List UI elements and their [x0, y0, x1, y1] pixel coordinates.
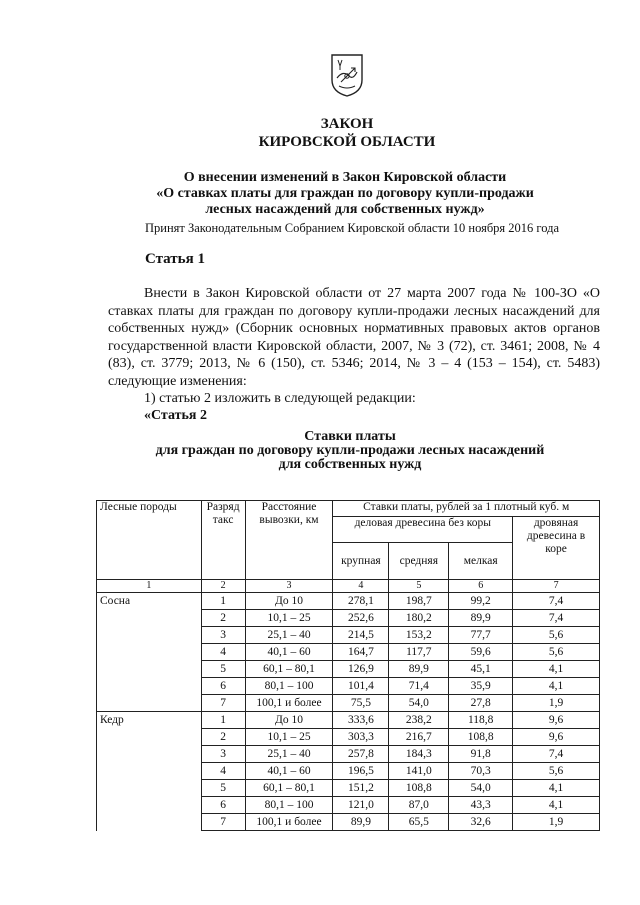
header-business-wood: деловая древесина без коры: [333, 517, 513, 543]
species-cell: [97, 814, 202, 831]
medium-rate-cell: 153,2: [389, 627, 449, 644]
column-number: 6: [449, 580, 513, 593]
table-row: [97, 661, 600, 678]
header-distance: Расстояние вывозки, км: [245, 501, 333, 580]
table-row: [97, 695, 600, 712]
large-rate-cell: 252,6: [333, 610, 389, 627]
grade-cell: 2: [201, 610, 245, 627]
species-cell: [97, 627, 202, 644]
small-rate-cell: 91,8: [449, 746, 513, 763]
firewood-rate-cell: 9,6: [513, 712, 600, 729]
article-body-text: Внести в Закон Кировской области от 27 марта 2007 года № 100-ЗО «О ставках платы для граждан по договору купли-продажи лесных насаждений для собственных нужд» (Сборник основных нормативных правовых актов органов государственной власти Кировской области, 2007, № 3 (72), ст. 3461; 2008, № 4 (83), ст. 3779; 2013, № 6 (150), ст. 5346; 2014, № 3 – 4 (153 – 154), ст. 5483) следующие изменения:: [108, 286, 600, 389]
small-rate-cell: 32,6: [449, 814, 513, 831]
medium-rate-cell: 117,7: [389, 644, 449, 661]
small-rate-cell: 35,9: [449, 678, 513, 695]
amendment-item-1: 1) статью 2 изложить в следующей редакции:: [144, 391, 416, 406]
small-rate-cell: 108,8: [449, 729, 513, 746]
firewood-rate-cell: 7,4: [513, 746, 600, 763]
table-title-line2: для граждан по договору купли-продажи лесных насаждений: [155, 443, 545, 458]
small-rate-cell: 99,2: [449, 593, 513, 610]
distance-cell: До 10: [245, 593, 333, 610]
species-cell: [97, 695, 202, 712]
law-title-line1: ЗАКОН: [320, 116, 374, 132]
header-grade: Разряд такс: [201, 501, 245, 580]
table-row: [97, 814, 600, 831]
species-cell: [97, 678, 202, 695]
small-rate-cell: 70,3: [449, 763, 513, 780]
distance-cell: 25,1 – 40: [245, 746, 333, 763]
header-large: крупная: [333, 543, 389, 580]
grade-cell: 1: [201, 593, 245, 610]
header-species: Лесные породы: [97, 501, 202, 580]
large-rate-cell: 278,1: [333, 593, 389, 610]
table-row: [97, 678, 600, 695]
large-rate-cell: 121,0: [333, 797, 389, 814]
column-number: 7: [513, 580, 600, 593]
medium-rate-cell: 198,7: [389, 593, 449, 610]
table-row: [97, 593, 600, 610]
grade-cell: 5: [201, 780, 245, 797]
table-row: [97, 763, 600, 780]
large-rate-cell: 333,6: [333, 712, 389, 729]
small-rate-cell: 89,9: [449, 610, 513, 627]
species-cell: [97, 746, 202, 763]
large-rate-cell: 196,5: [333, 763, 389, 780]
table-row: [97, 780, 600, 797]
table-row: [97, 712, 600, 729]
grade-cell: 6: [201, 678, 245, 695]
article-heading: Статья 1: [145, 251, 205, 267]
firewood-rate-cell: 4,1: [513, 678, 600, 695]
distance-cell: 100,1 и более: [245, 814, 333, 831]
grade-cell: 4: [201, 644, 245, 661]
table-title-line1: Ставки платы: [304, 429, 396, 444]
medium-rate-cell: 238,2: [389, 712, 449, 729]
firewood-rate-cell: 5,6: [513, 644, 600, 661]
species-cell: [97, 763, 202, 780]
distance-cell: 100,1 и более: [245, 695, 333, 712]
grade-cell: 1: [201, 712, 245, 729]
species-cell: [97, 797, 202, 814]
distance-cell: 10,1 – 25: [245, 610, 333, 627]
table-title-line3: для собственных нужд: [278, 457, 422, 472]
firewood-rate-cell: 5,6: [513, 627, 600, 644]
subtitle-line1: О внесении изменений в Закон Кировской области: [183, 170, 507, 185]
distance-cell: 60,1 – 80,1: [245, 661, 333, 678]
species-cell: [97, 661, 202, 678]
grade-cell: 6: [201, 797, 245, 814]
medium-rate-cell: 65,5: [389, 814, 449, 831]
column-number-row: [97, 580, 600, 593]
firewood-rate-cell: 1,9: [513, 695, 600, 712]
medium-rate-cell: 87,0: [389, 797, 449, 814]
column-number: 3: [245, 580, 333, 593]
grade-cell: 7: [201, 814, 245, 831]
species-cell: [97, 780, 202, 797]
subtitle-line2: «О ставках платы для граждан по договору купли-продажи: [156, 186, 534, 201]
coat-of-arms-icon: [329, 52, 365, 98]
table-row: [97, 746, 600, 763]
small-rate-cell: 54,0: [449, 780, 513, 797]
species-cell: Кедр: [97, 712, 202, 729]
header-rates: Ставки платы, рублей за 1 плотный куб. м: [333, 501, 600, 517]
small-rate-cell: 27,8: [449, 695, 513, 712]
small-rate-cell: 77,7: [449, 627, 513, 644]
medium-rate-cell: 71,4: [389, 678, 449, 695]
grade-cell: 7: [201, 695, 245, 712]
subtitle-line3: лесных насаждений для собственных нужд»: [205, 202, 485, 217]
large-rate-cell: 303,3: [333, 729, 389, 746]
large-rate-cell: 126,9: [333, 661, 389, 678]
firewood-rate-cell: 4,1: [513, 661, 600, 678]
small-rate-cell: 118,8: [449, 712, 513, 729]
table-row: [97, 610, 600, 627]
medium-rate-cell: 54,0: [389, 695, 449, 712]
header-small: мелкая: [449, 543, 513, 580]
species-cell: [97, 610, 202, 627]
distance-cell: 80,1 – 100: [245, 678, 333, 695]
firewood-rate-cell: 4,1: [513, 780, 600, 797]
medium-rate-cell: 108,8: [389, 780, 449, 797]
table-row: [97, 797, 600, 814]
column-number: 2: [201, 580, 245, 593]
large-rate-cell: 164,7: [333, 644, 389, 661]
distance-cell: 40,1 – 60: [245, 644, 333, 661]
large-rate-cell: 101,4: [333, 678, 389, 695]
column-number: 1: [97, 580, 202, 593]
table-row: [97, 627, 600, 644]
medium-rate-cell: 184,3: [389, 746, 449, 763]
species-cell: [97, 729, 202, 746]
firewood-rate-cell: 4,1: [513, 797, 600, 814]
large-rate-cell: 257,8: [333, 746, 389, 763]
distance-cell: До 10: [245, 712, 333, 729]
distance-cell: 60,1 – 80,1: [245, 780, 333, 797]
grade-cell: 3: [201, 746, 245, 763]
distance-cell: 80,1 – 100: [245, 797, 333, 814]
quoted-article-heading: «Статья 2: [144, 408, 207, 423]
large-rate-cell: 75,5: [333, 695, 389, 712]
firewood-rate-cell: 1,9: [513, 814, 600, 831]
rates-table: [96, 500, 600, 831]
grade-cell: 2: [201, 729, 245, 746]
grade-cell: 3: [201, 627, 245, 644]
column-number: 5: [389, 580, 449, 593]
rates-table-head: [97, 501, 600, 593]
medium-rate-cell: 180,2: [389, 610, 449, 627]
large-rate-cell: 89,9: [333, 814, 389, 831]
medium-rate-cell: 89,9: [389, 661, 449, 678]
grade-cell: 5: [201, 661, 245, 678]
medium-rate-cell: 216,7: [389, 729, 449, 746]
species-cell: Сосна: [97, 593, 202, 610]
table-row: [97, 644, 600, 661]
firewood-rate-cell: 9,6: [513, 729, 600, 746]
small-rate-cell: 45,1: [449, 661, 513, 678]
distance-cell: 40,1 – 60: [245, 763, 333, 780]
column-number: 4: [333, 580, 389, 593]
rates-table-body: [97, 593, 600, 831]
firewood-rate-cell: 7,4: [513, 610, 600, 627]
small-rate-cell: 43,3: [449, 797, 513, 814]
distance-cell: 25,1 – 40: [245, 627, 333, 644]
species-cell: [97, 644, 202, 661]
large-rate-cell: 214,5: [333, 627, 389, 644]
table-row: [97, 729, 600, 746]
distance-cell: 10,1 – 25: [245, 729, 333, 746]
small-rate-cell: 59,6: [449, 644, 513, 661]
law-title-line2: КИРОВСКОЙ ОБЛАСТИ: [258, 134, 436, 150]
grade-cell: 4: [201, 763, 245, 780]
large-rate-cell: 151,2: [333, 780, 389, 797]
header-medium: средняя: [389, 543, 449, 580]
adoption-note: Принят Законодательным Собранием Кировской области 10 ноября 2016 года: [145, 221, 560, 235]
header-firewood: дровяная древесина в коре: [513, 517, 600, 580]
firewood-rate-cell: 7,4: [513, 593, 600, 610]
medium-rate-cell: 141,0: [389, 763, 449, 780]
firewood-rate-cell: 5,6: [513, 763, 600, 780]
